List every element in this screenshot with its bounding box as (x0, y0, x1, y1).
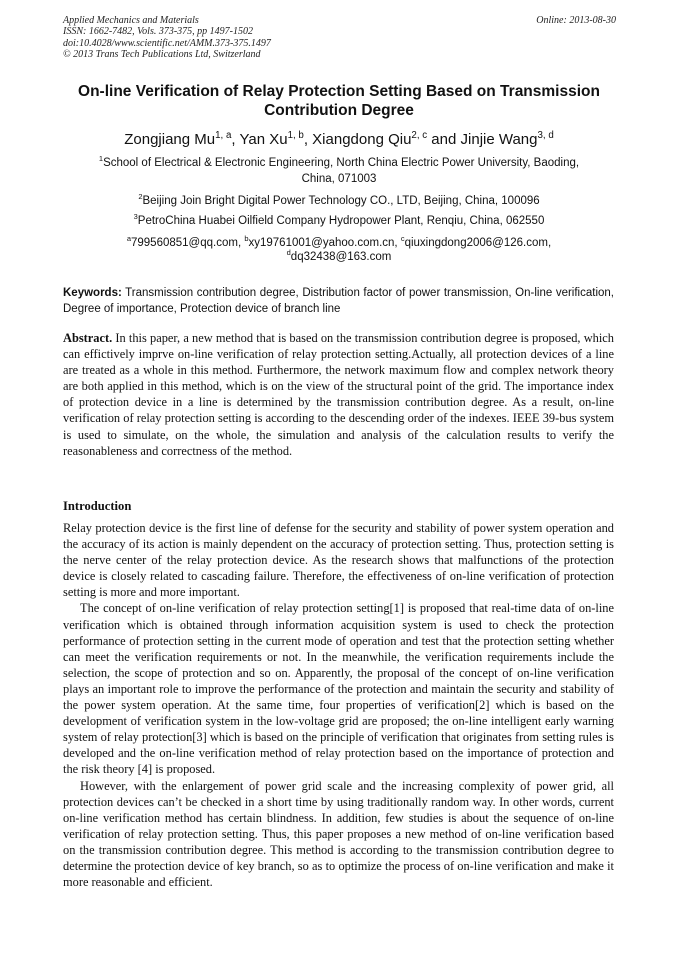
journal-name: Applied Mechanics and Materials (63, 15, 199, 26)
email-superscript: b (244, 234, 249, 244)
affiliation-superscript: 2 (138, 192, 143, 202)
author-name: Xiangdong Qiu (312, 131, 412, 148)
author-separator: , (303, 131, 313, 148)
affiliation-text: PetroChina Huabei Oilfield Company Hydropower Plant, Renqiu, China, 062550 (137, 215, 545, 227)
abstract-label: Abstract. (63, 331, 113, 345)
email-list (60, 236, 618, 264)
email-address: xy19761001@yahoo.com.cn, (248, 237, 401, 249)
author-separator: , (231, 131, 240, 148)
email-superscript: d (286, 248, 291, 258)
title-line-2: Contribution Degree (264, 102, 414, 119)
author-name: Jinjie Wang (460, 131, 538, 148)
doi-line: doi:10.4028/www.scientific.net/AMM.373-375.1497 (63, 37, 271, 49)
body-paragraph: The concept of on-line verification of relay protection setting[1] is proposed that real-time data of on-line verification which is obtained through information acquisition system is used to check the protection performance of protection setting in the current mode of operation and test that the protection setting whether can meet the verification requirements or not. In the meanwhile, the verification requirements include the selection, the scope of protection and so on. Apparently, the proposal of the concept of on-line verification plays an important role to improve the performance of the protection and maintain the security and stability of the power system operation. At the same time, four properties of verification[2] which is based on the development of verification system in the low-voltage grid are proposed; the on-line intelligent early warning system of relay protection[3] which is based on the principle of verification that originates from setting rules is developed and the on-line verification method of relay protection based on the importance of protection and the risk theory [4] is proposed. (63, 601, 614, 777)
affiliation-text: Beijing Join Bright Digital Power Technology CO., LTD, Beijing, China, 100096 (142, 195, 540, 207)
journal-header (63, 15, 616, 61)
copyright-line: © 2013 Trans Tech Publications Ltd, Switzerland (63, 49, 261, 61)
keywords-label: Keywords: (63, 287, 122, 299)
author-superscript: 3, d (537, 130, 554, 141)
keywords-section (63, 285, 614, 317)
online-date: Online: 2013-08-30 (536, 15, 616, 26)
title-line-1: On-line Verification of Relay Protection Setting Based on Transmission (78, 83, 600, 100)
author-separator: and (427, 131, 461, 148)
author-superscript: 2, c (411, 130, 428, 141)
body-paragraph: Relay protection device is the first line of defense for the security and stability of power system operation and the accuracy of its action is mainly dependent on the accuracy of protection setting. Thus, protection setting is the nerve center of the relay protection device. As the research shows that malfunctions of the protection device is closely related to cascading failure. Therefore, the effectiveness of on-line verification of protection setting is more and more important. (63, 521, 614, 600)
affiliation-2 (60, 193, 618, 209)
author-name: Zongjiang Mu (124, 131, 216, 148)
email-superscript: c (400, 234, 405, 244)
email-address: dq32438@163.com (290, 251, 392, 263)
affiliation-1 (60, 155, 618, 187)
introduction-body (63, 520, 614, 890)
author-name: Yan Xu (239, 131, 288, 148)
body-paragraph: However, with the enlargement of power grid scale and the increasing complexity of power grid, all protection devices can’t be checked in a short time by using traditionally random way. In other words, current on-line verification method has certain blindness. In addition, few studies is about the sequence of on-line verification of relay protection setting. Thus, this paper proposes a new method of on-line verification based on the transmission contribution degree. This method is according to the transmission contribution degree to determine the protection device of key branch, so as to optimize the process of on-line verification and make it more reasonable and efficient. (63, 778, 614, 890)
abstract-text: In this paper, a new method that is based on the transmission contribution degree is proposed, which can effictively imprve on-line verification of relay protection setting.Actually, all protection devices of a line are treated as a whole in this method. Furthermore, the network maximum flow and complex network theory are both applied in this method, which is on the view of the structural point of the grid. The importance index of protection device in a line is determined by the transmission contribution degree. As a result, on-line verification of relay protection setting is according to the descending order of the indexes. IEEE 39-bus system is used to simulate, on the whole, the simulation and analysis of the calculation results to verify the reasonableness and correctness of the method. (63, 331, 614, 458)
issn-line: ISSN: 1662-7482, Vols. 373-375, pp 1497-1502 (63, 26, 253, 38)
affiliation-text: School of Electrical & Electronic Engineering, North China Electric Power University, Baoding, (103, 157, 580, 169)
affiliation-3 (60, 213, 618, 229)
email-address: 799560851@qq.com, (131, 237, 245, 249)
introduction-heading: Introduction (63, 499, 132, 513)
paper-title (50, 82, 628, 120)
affiliation-superscript: 1 (98, 154, 104, 164)
email-address: qiuxingdong2006@126.com, (404, 237, 552, 249)
affiliation-superscript: 3 (133, 212, 138, 222)
abstract-section (63, 330, 614, 459)
author-superscript: 1, b (287, 130, 304, 141)
email-superscript: a (126, 234, 131, 244)
keywords-text: Transmission contribution degree, Distribution factor of power transmission, On-line verification, Degree of importance, Protection device of branch line (63, 287, 614, 315)
author-list (40, 131, 638, 149)
affiliation-text: China, 071003 (301, 173, 377, 185)
author-superscript: 1, a (215, 130, 232, 141)
